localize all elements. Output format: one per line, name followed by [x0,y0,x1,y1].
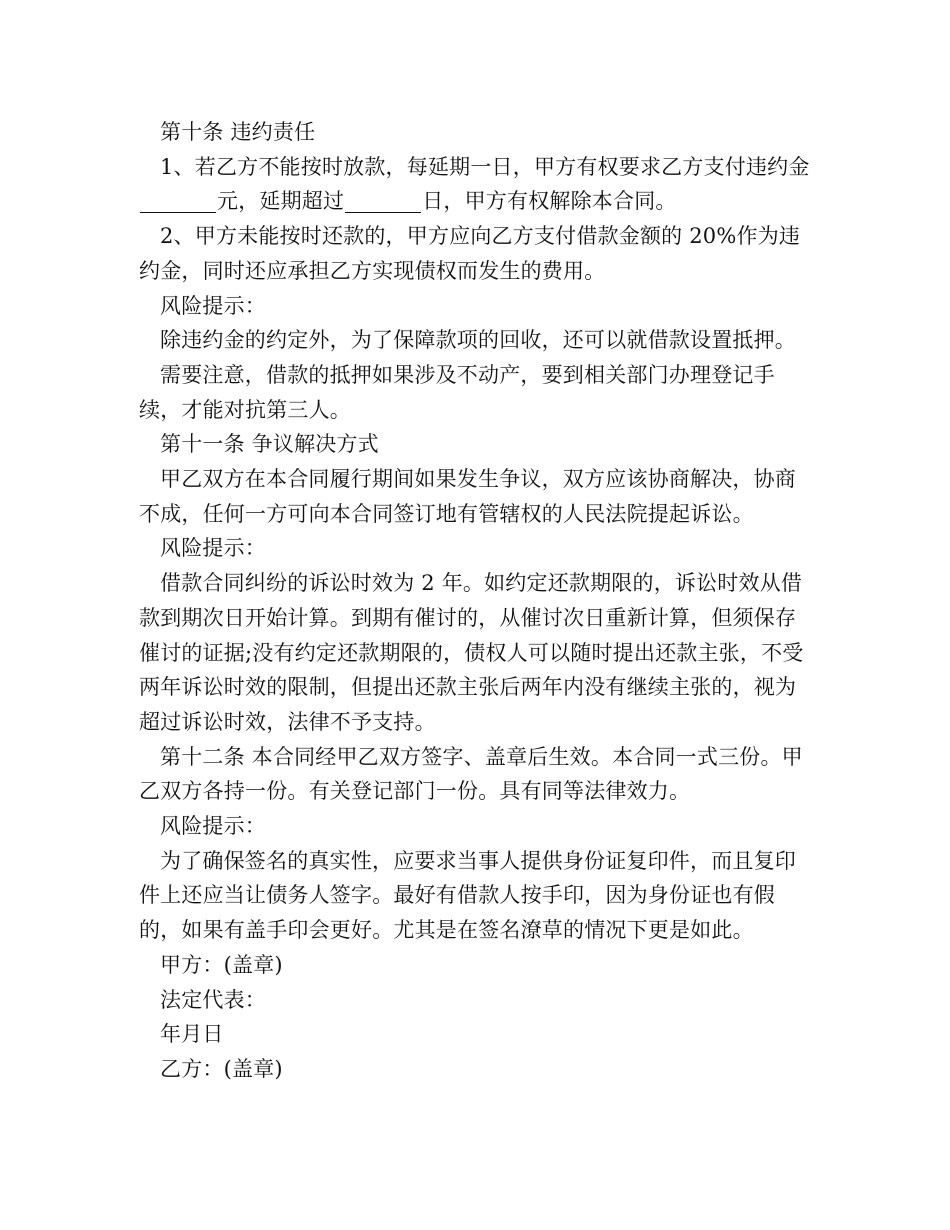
party-a-seal-line: 甲方：(盖章) [160,952,283,977]
risk-tip-heading: 风险提示： [160,814,266,839]
date-line: 年月日 [160,1022,224,1047]
article-12-body: 第十二条 本合同经甲乙双方签字、盖章后生效。本合同一式三份。甲乙双方各持一份。有关登记部门一份。具有同等法律效力。 [139,744,803,804]
article-11-heading: 第十一条 争议解决方式 [160,432,379,457]
penalty-amount-blank [140,190,216,213]
article-10-heading: 第十条 违约责任 [160,120,316,144]
risk-tip-heading: 风险提示： [160,293,266,318]
article-11-body: 甲乙双方在本合同履行期间如果发生争议，双方应该协商解决，协商不成，任何一方可向本合同签订地有管辖权的人民法院提起诉讼。 [139,467,796,526]
document-body [139,115,815,1087]
clause-1-text-part-2: 元，延期超过 [217,189,345,214]
clause-1-text-part-1: 1、若乙方不能按时放款，每延期一日，甲方有权要求乙方支付违约金 [160,154,810,179]
delay-days-blank [345,190,421,213]
risk-tip-paragraph: 为了确保签名的真实性，应要求当事人提供身份证复印件，而且复印件上还应当让债务人签字。最好有借款人按手印，因为身份证也有假的，如果有盖手印会更好。尤其是在签名潦草的情况下更是如此。 [139,848,796,943]
article-10-clause-2: 2、甲方未能按时还款的，甲方应向乙方支付借款金额的 20%作为违约金，同时还应承担乙方实现债权而发生的费用。 [139,224,801,283]
risk-tip-paragraph: 需要注意，借款的抵押如果涉及不动产，要到相关部门办理登记手续，才能对抗第三人。 [139,362,775,422]
party-b-seal-line: 乙方：(盖章) [160,1056,283,1081]
risk-tip-paragraph: 除违约金的约定外，为了保障款项的回收，还可以就借款设置抵押。 [160,328,796,353]
article-10-clause-1 [139,150,815,219]
risk-tip-heading: 风险提示： [160,536,266,561]
clause-1-text-part-3: 日，甲方有权解除本合同。 [422,189,677,214]
legal-representative-line: 法定代表： [160,987,266,1012]
risk-tip-paragraph: 借款合同纠纷的诉讼时效为 2 年。如约定还款期限的，诉讼时效从借款到期次日开始计算。到期有催讨的，从催讨次日重新计算，但须保存催讨的证据;没有约定还款期限的，债权人可以随时提出还款主张，不受两年诉讼时效的限制，但提出还款主张后两年内没有继续主张的，视为超过诉讼时效，法律不予支持。 [139,571,804,734]
